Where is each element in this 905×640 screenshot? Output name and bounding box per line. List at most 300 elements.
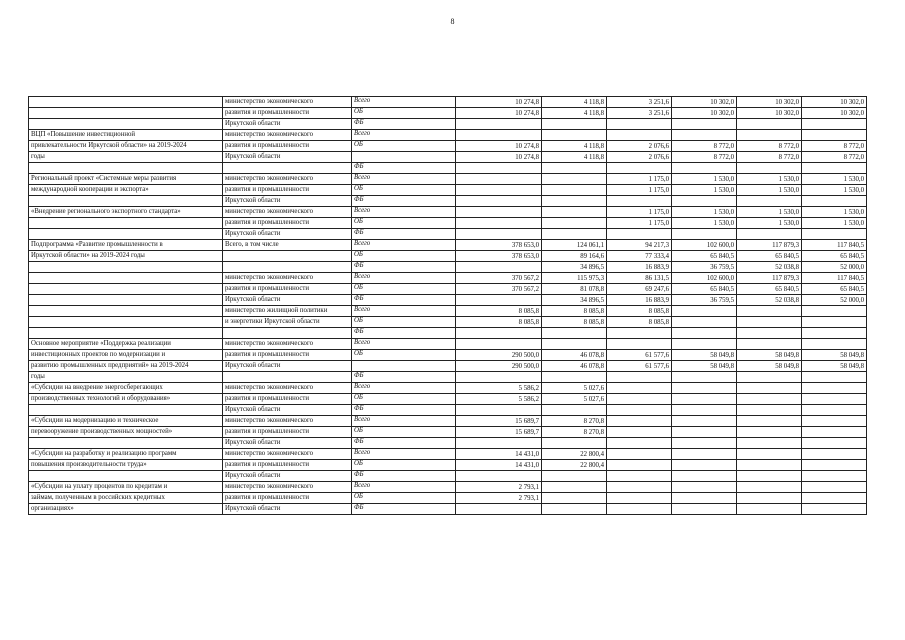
measure-name-cell bbox=[29, 405, 223, 416]
amount-cell: 2 793,1 bbox=[456, 482, 542, 493]
amount-cell bbox=[542, 438, 607, 449]
executor-cell: и энергетики Иркутской области bbox=[223, 317, 352, 328]
funding-source-cell: ФБ bbox=[352, 372, 456, 383]
amount-cell: 65 840,5 bbox=[672, 251, 737, 262]
amount-cell: 58 049,8 bbox=[802, 350, 867, 361]
amount-cell bbox=[456, 471, 542, 482]
amount-cell: 65 840,5 bbox=[737, 251, 802, 262]
amount-cell: 8 772,0 bbox=[802, 141, 867, 152]
amount-cell: 36 759,5 bbox=[672, 262, 737, 273]
amount-cell: 1 175,0 bbox=[607, 218, 672, 229]
amount-cell: 370 567,2 bbox=[456, 273, 542, 284]
amount-cell: 117 879,3 bbox=[737, 273, 802, 284]
amount-cell: 1 530,0 bbox=[737, 207, 802, 218]
amount-cell: 1 530,0 bbox=[737, 174, 802, 185]
executor-cell: развития и промышленности bbox=[223, 284, 352, 295]
amount-cell bbox=[737, 317, 802, 328]
funding-source-cell: ОБ bbox=[352, 284, 456, 295]
amount-cell bbox=[672, 119, 737, 130]
amount-cell: 8 085,8 bbox=[456, 306, 542, 317]
amount-cell: 4 118,8 bbox=[542, 152, 607, 163]
amount-cell bbox=[607, 493, 672, 504]
table-row bbox=[29, 372, 867, 383]
executor-cell: министерство экономического bbox=[223, 174, 352, 185]
amount-cell: 52 000,0 bbox=[802, 262, 867, 273]
executor-cell: развития и промышленности bbox=[223, 427, 352, 438]
executor-cell: развития и промышленности bbox=[223, 185, 352, 196]
amount-cell: 10 274,8 bbox=[456, 141, 542, 152]
executor-cell: министерство экономического bbox=[223, 97, 352, 108]
amount-cell: 52 038,8 bbox=[737, 295, 802, 306]
funding-source-cell: ОБ bbox=[352, 460, 456, 471]
executor-cell: министерство экономического bbox=[223, 449, 352, 460]
amount-cell: 117 840,5 bbox=[802, 240, 867, 251]
amount-cell: 1 530,0 bbox=[672, 218, 737, 229]
table-row bbox=[29, 427, 867, 438]
funding-source-cell: ФБ bbox=[352, 328, 456, 339]
measure-name-cell bbox=[29, 273, 223, 284]
page-number: 8 bbox=[450, 17, 455, 26]
measure-name-cell: ВЦП «Повышение инвестиционной bbox=[29, 130, 223, 141]
funding-source-cell: ФБ bbox=[352, 405, 456, 416]
amount-cell: 290 500,0 bbox=[456, 361, 542, 372]
measure-name-cell: «Субсидии на уплату процентов по кредитам и bbox=[29, 482, 223, 493]
amount-cell: 4 118,8 bbox=[542, 141, 607, 152]
table-row bbox=[29, 229, 867, 240]
amount-cell: 89 164,6 bbox=[542, 251, 607, 262]
table-row bbox=[29, 405, 867, 416]
amount-cell bbox=[456, 339, 542, 350]
amount-cell bbox=[737, 328, 802, 339]
amount-cell: 61 577,6 bbox=[607, 361, 672, 372]
executor-cell: Иркутской области bbox=[223, 405, 352, 416]
funding-source-cell: ОБ bbox=[352, 108, 456, 119]
funding-source-cell: Всего bbox=[352, 207, 456, 218]
table-row bbox=[29, 130, 867, 141]
amount-cell bbox=[607, 394, 672, 405]
amount-cell: 34 896,5 bbox=[542, 262, 607, 273]
amount-cell bbox=[456, 119, 542, 130]
funding-source-cell bbox=[352, 152, 456, 163]
executor-cell: Иркутской области bbox=[223, 438, 352, 449]
amount-cell bbox=[542, 185, 607, 196]
measure-name-cell: годы bbox=[29, 152, 223, 163]
funding-source-cell: ОБ bbox=[352, 350, 456, 361]
amount-cell bbox=[802, 372, 867, 383]
measure-name-cell: «Субсидии на модернизацию и техническое bbox=[29, 416, 223, 427]
measure-name-cell: привлекательности Иркутской области» на 2019-2024 bbox=[29, 141, 223, 152]
amount-cell bbox=[542, 405, 607, 416]
measure-name-cell: развитию промышленных предприятий» на 2019-2024 bbox=[29, 361, 223, 372]
amount-cell bbox=[672, 306, 737, 317]
amount-cell bbox=[802, 438, 867, 449]
executor-cell: Иркутской области bbox=[223, 361, 352, 372]
table-row bbox=[29, 152, 867, 163]
amount-cell: 58 049,8 bbox=[672, 361, 737, 372]
table-row bbox=[29, 438, 867, 449]
amount-cell bbox=[737, 119, 802, 130]
amount-cell bbox=[737, 130, 802, 141]
amount-cell bbox=[802, 471, 867, 482]
executor-cell bbox=[223, 163, 352, 174]
amount-cell bbox=[456, 295, 542, 306]
amount-cell bbox=[802, 405, 867, 416]
amount-cell: 52 000,0 bbox=[802, 295, 867, 306]
funding-source-cell: ОБ bbox=[352, 427, 456, 438]
amount-cell: 5 027,6 bbox=[542, 394, 607, 405]
amount-cell: 1 175,0 bbox=[607, 185, 672, 196]
amount-cell bbox=[456, 372, 542, 383]
amount-cell bbox=[672, 196, 737, 207]
executor-cell: министерство жилищной политики bbox=[223, 306, 352, 317]
amount-cell bbox=[607, 130, 672, 141]
table-row bbox=[29, 174, 867, 185]
executor-cell: развития и промышленности bbox=[223, 493, 352, 504]
amount-cell: 58 049,8 bbox=[737, 350, 802, 361]
amount-cell: 8 085,8 bbox=[607, 317, 672, 328]
table-row bbox=[29, 295, 867, 306]
funding-source-cell: Всего bbox=[352, 482, 456, 493]
table-row bbox=[29, 339, 867, 350]
amount-cell: 1 175,0 bbox=[607, 207, 672, 218]
amount-cell bbox=[737, 163, 802, 174]
amount-cell bbox=[672, 405, 737, 416]
amount-cell: 8 085,8 bbox=[542, 317, 607, 328]
table-row bbox=[29, 273, 867, 284]
funding-source-cell: ФБ bbox=[352, 229, 456, 240]
amount-cell: 1 530,0 bbox=[737, 185, 802, 196]
table-row bbox=[29, 207, 867, 218]
amount-cell bbox=[802, 328, 867, 339]
amount-cell: 102 600,0 bbox=[672, 273, 737, 284]
amount-cell bbox=[456, 229, 542, 240]
funding-source-cell: ФБ bbox=[352, 438, 456, 449]
amount-cell: 14 431,0 bbox=[456, 460, 542, 471]
amount-cell: 8 772,0 bbox=[672, 152, 737, 163]
measure-name-cell: международной кооперации и экспорта» bbox=[29, 185, 223, 196]
amount-cell bbox=[456, 262, 542, 273]
amount-cell bbox=[607, 482, 672, 493]
amount-cell: 378 653,0 bbox=[456, 240, 542, 251]
executor-cell: министерство экономического bbox=[223, 130, 352, 141]
table-row bbox=[29, 394, 867, 405]
amount-cell: 10 274,8 bbox=[456, 152, 542, 163]
amount-cell bbox=[672, 438, 737, 449]
funding-source-cell: Всего bbox=[352, 130, 456, 141]
amount-cell bbox=[542, 207, 607, 218]
executor-cell: развития и промышленности bbox=[223, 460, 352, 471]
amount-cell: 8 772,0 bbox=[737, 141, 802, 152]
table-row bbox=[29, 383, 867, 394]
amount-cell bbox=[737, 339, 802, 350]
table-row bbox=[29, 493, 867, 504]
amount-cell bbox=[737, 394, 802, 405]
amount-cell: 378 653,0 bbox=[456, 251, 542, 262]
table-row bbox=[29, 416, 867, 427]
amount-cell bbox=[542, 328, 607, 339]
amount-cell: 65 840,5 bbox=[737, 284, 802, 295]
amount-cell bbox=[607, 427, 672, 438]
amount-cell bbox=[802, 504, 867, 515]
funding-source-cell: ОБ bbox=[352, 394, 456, 405]
amount-cell: 1 530,0 bbox=[737, 218, 802, 229]
table-row bbox=[29, 328, 867, 339]
amount-cell: 8 085,8 bbox=[456, 317, 542, 328]
amount-cell bbox=[672, 229, 737, 240]
amount-cell bbox=[737, 306, 802, 317]
measure-name-cell: годы bbox=[29, 372, 223, 383]
amount-cell bbox=[607, 372, 672, 383]
amount-cell bbox=[802, 460, 867, 471]
funding-source-cell: ФБ bbox=[352, 196, 456, 207]
table-row bbox=[29, 460, 867, 471]
measure-name-cell: организациях» bbox=[29, 504, 223, 515]
executor-cell bbox=[223, 251, 352, 262]
amount-cell bbox=[802, 416, 867, 427]
table-row bbox=[29, 361, 867, 372]
amount-cell bbox=[737, 427, 802, 438]
amount-cell: 124 061,1 bbox=[542, 240, 607, 251]
table-row bbox=[29, 119, 867, 130]
amount-cell: 86 131,5 bbox=[607, 273, 672, 284]
amount-cell: 8 772,0 bbox=[672, 141, 737, 152]
amount-cell bbox=[672, 482, 737, 493]
amount-cell bbox=[672, 460, 737, 471]
funding-source-cell: Всего bbox=[352, 97, 456, 108]
amount-cell: 5 586,2 bbox=[456, 394, 542, 405]
executor-cell: развития и промышленности bbox=[223, 218, 352, 229]
executor-cell: развития и промышленности bbox=[223, 108, 352, 119]
amount-cell bbox=[542, 372, 607, 383]
funding-source-cell: ФБ bbox=[352, 471, 456, 482]
measure-name-cell bbox=[29, 97, 223, 108]
amount-cell bbox=[542, 174, 607, 185]
budget-table bbox=[28, 96, 867, 515]
measure-name-cell: «Внедрение регионального экспортного стандарта» bbox=[29, 207, 223, 218]
executor-cell: министерство экономического bbox=[223, 339, 352, 350]
amount-cell: 69 247,6 bbox=[607, 284, 672, 295]
table-row bbox=[29, 350, 867, 361]
amount-cell: 117 879,3 bbox=[737, 240, 802, 251]
amount-cell bbox=[456, 438, 542, 449]
measure-name-cell: Региональный проект «Системные меры развития bbox=[29, 174, 223, 185]
amount-cell: 1 175,0 bbox=[607, 174, 672, 185]
measure-name-cell: Подпрограмма «Развитие промышленности в bbox=[29, 240, 223, 251]
amount-cell: 2 076,6 bbox=[607, 152, 672, 163]
amount-cell: 16 883,9 bbox=[607, 262, 672, 273]
amount-cell: 4 118,8 bbox=[542, 97, 607, 108]
amount-cell: 4 118,8 bbox=[542, 108, 607, 119]
table-row bbox=[29, 306, 867, 317]
amount-cell: 117 840,5 bbox=[802, 273, 867, 284]
amount-cell bbox=[737, 460, 802, 471]
amount-cell bbox=[802, 163, 867, 174]
amount-cell bbox=[542, 218, 607, 229]
amount-cell: 34 896,5 bbox=[542, 295, 607, 306]
amount-cell bbox=[607, 471, 672, 482]
amount-cell bbox=[542, 196, 607, 207]
executor-cell: Иркутской области bbox=[223, 152, 352, 163]
funding-source-cell: ФБ bbox=[352, 262, 456, 273]
amount-cell: 5 586,2 bbox=[456, 383, 542, 394]
measure-name-cell bbox=[29, 438, 223, 449]
amount-cell: 10 302,0 bbox=[737, 97, 802, 108]
amount-cell bbox=[737, 471, 802, 482]
measure-name-cell bbox=[29, 108, 223, 119]
amount-cell bbox=[737, 383, 802, 394]
measure-name-cell bbox=[29, 471, 223, 482]
amount-cell: 115 975,3 bbox=[542, 273, 607, 284]
table-row bbox=[29, 185, 867, 196]
amount-cell bbox=[672, 317, 737, 328]
amount-cell bbox=[607, 339, 672, 350]
amount-cell bbox=[802, 383, 867, 394]
amount-cell: 1 530,0 bbox=[672, 207, 737, 218]
measure-name-cell bbox=[29, 295, 223, 306]
amount-cell: 1 530,0 bbox=[672, 185, 737, 196]
measure-name-cell: «Субсидии на внедрение энергосберегающих bbox=[29, 383, 223, 394]
funding-source-cell: ФБ bbox=[352, 119, 456, 130]
measure-name-cell: Иркутской области» на 2019-2024 годы bbox=[29, 251, 223, 262]
amount-cell bbox=[542, 119, 607, 130]
executor-cell bbox=[223, 372, 352, 383]
executor-cell: Иркутской области bbox=[223, 471, 352, 482]
amount-cell: 5 027,6 bbox=[542, 383, 607, 394]
amount-cell: 8 270,8 bbox=[542, 427, 607, 438]
amount-cell bbox=[607, 229, 672, 240]
amount-cell bbox=[607, 504, 672, 515]
executor-cell: развития и промышленности bbox=[223, 141, 352, 152]
funding-source-cell: ОБ bbox=[352, 141, 456, 152]
amount-cell: 65 840,5 bbox=[802, 251, 867, 262]
amount-cell: 370 567,2 bbox=[456, 284, 542, 295]
amount-cell: 22 800,4 bbox=[542, 449, 607, 460]
amount-cell bbox=[802, 394, 867, 405]
amount-cell: 46 078,8 bbox=[542, 361, 607, 372]
amount-cell bbox=[542, 163, 607, 174]
table-row bbox=[29, 471, 867, 482]
measure-name-cell: перевооружение производственных мощностей» bbox=[29, 427, 223, 438]
table-row bbox=[29, 251, 867, 262]
measure-name-cell bbox=[29, 229, 223, 240]
executor-cell bbox=[223, 262, 352, 273]
executor-cell: Иркутской области bbox=[223, 196, 352, 207]
amount-cell bbox=[607, 460, 672, 471]
amount-cell bbox=[456, 405, 542, 416]
amount-cell bbox=[456, 328, 542, 339]
table-row bbox=[29, 196, 867, 207]
amount-cell bbox=[802, 427, 867, 438]
amount-cell bbox=[542, 482, 607, 493]
amount-cell bbox=[737, 196, 802, 207]
amount-cell bbox=[737, 416, 802, 427]
amount-cell: 61 577,6 bbox=[607, 350, 672, 361]
amount-cell: 2 076,6 bbox=[607, 141, 672, 152]
amount-cell bbox=[802, 317, 867, 328]
amount-cell: 52 038,8 bbox=[737, 262, 802, 273]
table-row bbox=[29, 262, 867, 273]
amount-cell: 94 217,3 bbox=[607, 240, 672, 251]
amount-cell bbox=[737, 372, 802, 383]
funding-source-cell: ОБ bbox=[352, 317, 456, 328]
amount-cell bbox=[456, 196, 542, 207]
funding-source-cell: ФБ bbox=[352, 504, 456, 515]
amount-cell bbox=[672, 130, 737, 141]
amount-cell bbox=[802, 130, 867, 141]
executor-cell: министерство экономического bbox=[223, 383, 352, 394]
amount-cell: 15 689,7 bbox=[456, 427, 542, 438]
measure-name-cell: «Субсидии на разработку и реализацию программ bbox=[29, 449, 223, 460]
amount-cell bbox=[456, 174, 542, 185]
amount-cell: 16 883,9 bbox=[607, 295, 672, 306]
amount-cell bbox=[672, 504, 737, 515]
amount-cell: 10 302,0 bbox=[802, 97, 867, 108]
amount-cell: 65 840,5 bbox=[672, 284, 737, 295]
amount-cell bbox=[672, 163, 737, 174]
table-row bbox=[29, 141, 867, 152]
amount-cell bbox=[542, 471, 607, 482]
amount-cell: 36 759,5 bbox=[672, 295, 737, 306]
funding-source-cell: ОБ bbox=[352, 218, 456, 229]
executor-cell: министерство экономического bbox=[223, 482, 352, 493]
executor-cell: Иркутской области bbox=[223, 229, 352, 240]
amount-cell bbox=[802, 339, 867, 350]
amount-cell bbox=[672, 394, 737, 405]
amount-cell bbox=[672, 471, 737, 482]
funding-source-cell: Всего bbox=[352, 339, 456, 350]
measure-name-cell bbox=[29, 262, 223, 273]
amount-cell: 102 600,0 bbox=[672, 240, 737, 251]
measure-name-cell: займам, полученным в российских кредитных bbox=[29, 493, 223, 504]
amount-cell bbox=[607, 196, 672, 207]
amount-cell bbox=[542, 339, 607, 350]
table-row bbox=[29, 218, 867, 229]
table-row bbox=[29, 504, 867, 515]
table-row bbox=[29, 482, 867, 493]
executor-cell: министерство экономического bbox=[223, 273, 352, 284]
amount-cell bbox=[456, 163, 542, 174]
funding-source-cell: Всего bbox=[352, 383, 456, 394]
funding-source-cell: Всего bbox=[352, 240, 456, 251]
amount-cell bbox=[542, 504, 607, 515]
amount-cell: 22 800,4 bbox=[542, 460, 607, 471]
funding-source-cell: ОБ bbox=[352, 251, 456, 262]
measure-name-cell: производственных технологий и оборудования» bbox=[29, 394, 223, 405]
executor-cell: Всего, в том числе bbox=[223, 240, 352, 251]
table-row bbox=[29, 97, 867, 108]
amount-cell: 1 530,0 bbox=[802, 207, 867, 218]
amount-cell: 1 530,0 bbox=[802, 218, 867, 229]
amount-cell bbox=[737, 504, 802, 515]
amount-cell bbox=[672, 427, 737, 438]
amount-cell: 58 049,8 bbox=[802, 361, 867, 372]
amount-cell bbox=[607, 328, 672, 339]
measure-name-cell bbox=[29, 163, 223, 174]
table-row bbox=[29, 284, 867, 295]
amount-cell bbox=[802, 306, 867, 317]
measure-name-cell: инвестиционных проектов по модернизации и bbox=[29, 350, 223, 361]
table-row bbox=[29, 240, 867, 251]
executor-cell: Иркутской области bbox=[223, 295, 352, 306]
measure-name-cell: Основное мероприятие «Поддержка реализации bbox=[29, 339, 223, 350]
funding-source-cell: Всего bbox=[352, 273, 456, 284]
amount-cell bbox=[737, 482, 802, 493]
amount-cell bbox=[456, 504, 542, 515]
amount-cell bbox=[672, 328, 737, 339]
amount-cell bbox=[542, 493, 607, 504]
amount-cell bbox=[802, 196, 867, 207]
amount-cell bbox=[802, 119, 867, 130]
